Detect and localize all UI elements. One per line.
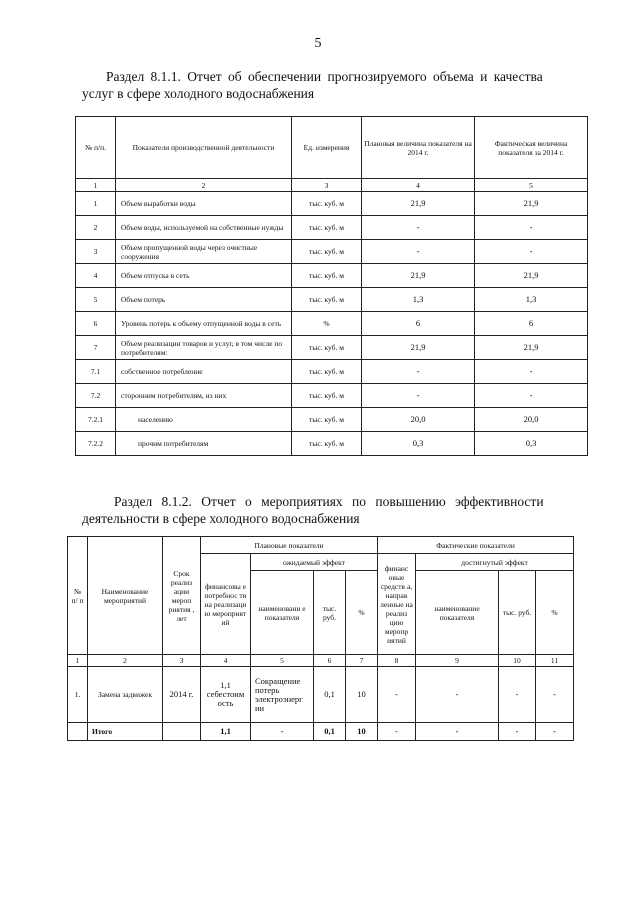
row-fact-value: - — [475, 216, 588, 240]
total-term-cell — [163, 723, 201, 741]
row-indicator: населению — [116, 408, 292, 432]
measure-num: 1. — [68, 667, 88, 723]
column-number: 5 — [475, 179, 588, 192]
column-number: 2 — [88, 655, 163, 667]
row-indicator: Объем отпуска в сеть — [116, 264, 292, 288]
row-indicator: сторонним потребителям, из них — [116, 384, 292, 408]
row-number: 4 — [76, 264, 116, 288]
column-number: 4 — [362, 179, 475, 192]
section-title-line: Раздел 8.1.1. Отчет об обеспечении прогнозируемого объема и качества — [106, 69, 543, 84]
row-unit: тыс. куб. м — [292, 264, 362, 288]
row-plan-value: 0,3 — [362, 432, 475, 456]
column-number: 9 — [416, 655, 499, 667]
total-plan-effect-pct: 10 — [346, 723, 378, 741]
column-number: 2 — [116, 179, 292, 192]
measure-fact-effect-name: - — [416, 667, 499, 723]
row-unit: тыс. куб. м — [292, 408, 362, 432]
table-header-row — [76, 117, 588, 179]
total-fact-effect-pct: - — [536, 723, 574, 741]
row-indicator: Объем потерь — [116, 288, 292, 312]
table-row — [76, 336, 588, 360]
row-indicator: Объем пропущенной воды через очистные сооружения — [116, 240, 292, 264]
column-number-row — [68, 655, 574, 667]
row-unit: тыс. куб. м — [292, 336, 362, 360]
row-number: 1 — [76, 192, 116, 216]
section-8-1-1-title — [82, 68, 582, 102]
header-fact-effect-unit: тыс. руб. — [499, 571, 536, 655]
section-8-1-2-title — [82, 493, 582, 527]
table-row — [76, 240, 588, 264]
header-achieved-effect: достигнутый эффект — [416, 554, 574, 571]
table-row — [68, 667, 574, 723]
row-fact-value: - — [475, 384, 588, 408]
table-row — [76, 384, 588, 408]
measure-term: 2014 г. — [163, 667, 201, 723]
row-fact-value: 6 — [475, 312, 588, 336]
row-fact-value: 1,3 — [475, 288, 588, 312]
row-unit: тыс. куб. м — [292, 360, 362, 384]
measure-plan-financing: 1,1 себестоим ость — [201, 667, 251, 723]
row-number: 7.1 — [76, 360, 116, 384]
column-number: 6 — [314, 655, 346, 667]
header-fact-effect-name: наименование показателя — [416, 571, 499, 655]
row-indicator: прочим потребителям — [116, 432, 292, 456]
section-title-line: услуг в сфере холодного водоснабжения — [82, 86, 315, 101]
row-unit: тыс. куб. м — [292, 288, 362, 312]
row-plan-value: 6 — [362, 312, 475, 336]
row-unit: % — [292, 312, 362, 336]
table-row — [76, 408, 588, 432]
column-number: 7 — [346, 655, 378, 667]
row-plan-value: 21,9 — [362, 192, 475, 216]
efficiency-measures-table — [67, 536, 574, 741]
row-fact-value: - — [475, 360, 588, 384]
row-unit: тыс. куб. м — [292, 192, 362, 216]
column-number: 3 — [292, 179, 362, 192]
row-unit: тыс. куб. м — [292, 240, 362, 264]
water-supply-volume-table — [75, 116, 588, 456]
total-row — [68, 723, 574, 741]
column-number: 1 — [68, 655, 88, 667]
total-plan-financing: 1,1 — [201, 723, 251, 741]
row-fact-value: - — [475, 240, 588, 264]
total-plan-effect-name: - — [251, 723, 314, 741]
row-number: 7.2.1 — [76, 408, 116, 432]
measure-fact-financing: - — [378, 667, 416, 723]
row-indicator: собственное потребление — [116, 360, 292, 384]
measure-plan-effect-name: Сокращение потерь электроэнерг ии — [251, 667, 314, 723]
total-fact-financing: - — [378, 723, 416, 741]
column-number: 5 — [251, 655, 314, 667]
row-plan-value: - — [362, 384, 475, 408]
section-title-line: Раздел 8.1.2. Отчет о мероприятиях по повышению эффективности — [114, 494, 544, 509]
column-number: 8 — [378, 655, 416, 667]
header-plan-effect-name: наименовани е показателя — [251, 571, 314, 655]
column-number: 4 — [201, 655, 251, 667]
table-header-row — [68, 537, 574, 554]
row-unit: тыс. куб. м — [292, 384, 362, 408]
header-indicator: Показатели производственной деятельности — [116, 117, 292, 179]
row-indicator: Объем выработки воды — [116, 192, 292, 216]
header-plan-effect-pct: % — [346, 571, 378, 655]
row-unit: тыс. куб. м — [292, 432, 362, 456]
measure-name: Замена задвижек — [88, 667, 163, 723]
header-term: Срок реализ ации мероп риятия , лет — [163, 537, 201, 655]
header-plan-financing: финансовы е потребнос ти на реализаци ю мероприят ий — [201, 554, 251, 655]
header-fact-financing: финанс овые средств а, направ ленные на реализ цию меропр иятий — [378, 554, 416, 655]
row-plan-value: - — [362, 216, 475, 240]
header-unit: Ед. измерения — [292, 117, 362, 179]
total-plan-effect-unit: 0,1 — [314, 723, 346, 741]
header-fact-group: Фактические показатели — [378, 537, 574, 554]
row-plan-value: - — [362, 240, 475, 264]
column-number: 3 — [163, 655, 201, 667]
row-plan-value: 20,0 — [362, 408, 475, 432]
row-plan-value: 1,3 — [362, 288, 475, 312]
table-row — [76, 432, 588, 456]
row-indicator: Объем воды, используемой на собственные нужды — [116, 216, 292, 240]
measure-fact-effect-unit: - — [499, 667, 536, 723]
header-num: № п/ п — [68, 537, 88, 655]
table-row — [76, 264, 588, 288]
row-plan-value: 21,9 — [362, 264, 475, 288]
row-number: 2 — [76, 216, 116, 240]
row-number: 5 — [76, 288, 116, 312]
row-plan-value: 21,9 — [362, 336, 475, 360]
table-row — [76, 312, 588, 336]
total-fact-effect-name: - — [416, 723, 499, 741]
table-row — [76, 288, 588, 312]
column-number-row — [76, 179, 588, 192]
row-unit: тыс. куб. м — [292, 216, 362, 240]
row-number: 6 — [76, 312, 116, 336]
row-plan-value: - — [362, 360, 475, 384]
header-expected-effect: ожидаемый эффект — [251, 554, 378, 571]
row-fact-value: 21,9 — [475, 264, 588, 288]
row-indicator: Объем реализации товаров и услуг, в том числе по потребителям: — [116, 336, 292, 360]
column-number: 10 — [499, 655, 536, 667]
row-number: 3 — [76, 240, 116, 264]
measure-plan-effect-unit: 0,1 — [314, 667, 346, 723]
total-label: Итого — [88, 723, 163, 741]
column-number: 11 — [536, 655, 574, 667]
row-number: 7.2.2 — [76, 432, 116, 456]
header-fact: Фактическая величина показателя за 2014 г. — [475, 117, 588, 179]
row-number: 7 — [76, 336, 116, 360]
header-plan: Плановая величина показателя на 2014 г. — [362, 117, 475, 179]
row-number: 7.2 — [76, 384, 116, 408]
header-plan-group: Плановые показатели — [201, 537, 378, 554]
header-num: № п/п. — [76, 117, 116, 179]
row-indicator: Уровень потерь к объему отпущенной воды в сеть — [116, 312, 292, 336]
row-fact-value: 0,3 — [475, 432, 588, 456]
header-plan-effect-unit: тыс. руб. — [314, 571, 346, 655]
table-row — [76, 216, 588, 240]
table-row — [76, 192, 588, 216]
row-fact-value: 20,0 — [475, 408, 588, 432]
header-fact-effect-pct: % — [536, 571, 574, 655]
section-title-line: деятельности в сфере холодного водоснабжения — [82, 511, 360, 526]
row-fact-value: 21,9 — [475, 336, 588, 360]
measure-fact-effect-pct: - — [536, 667, 574, 723]
column-number: 1 — [76, 179, 116, 192]
table-row — [76, 360, 588, 384]
row-fact-value: 21,9 — [475, 192, 588, 216]
total-fact-effect-unit: - — [499, 723, 536, 741]
measure-plan-effect-pct: 10 — [346, 667, 378, 723]
page-number: 5 — [314, 36, 322, 51]
total-num-cell — [68, 723, 88, 741]
header-measure-name: Наименование мероприятий — [88, 537, 163, 655]
